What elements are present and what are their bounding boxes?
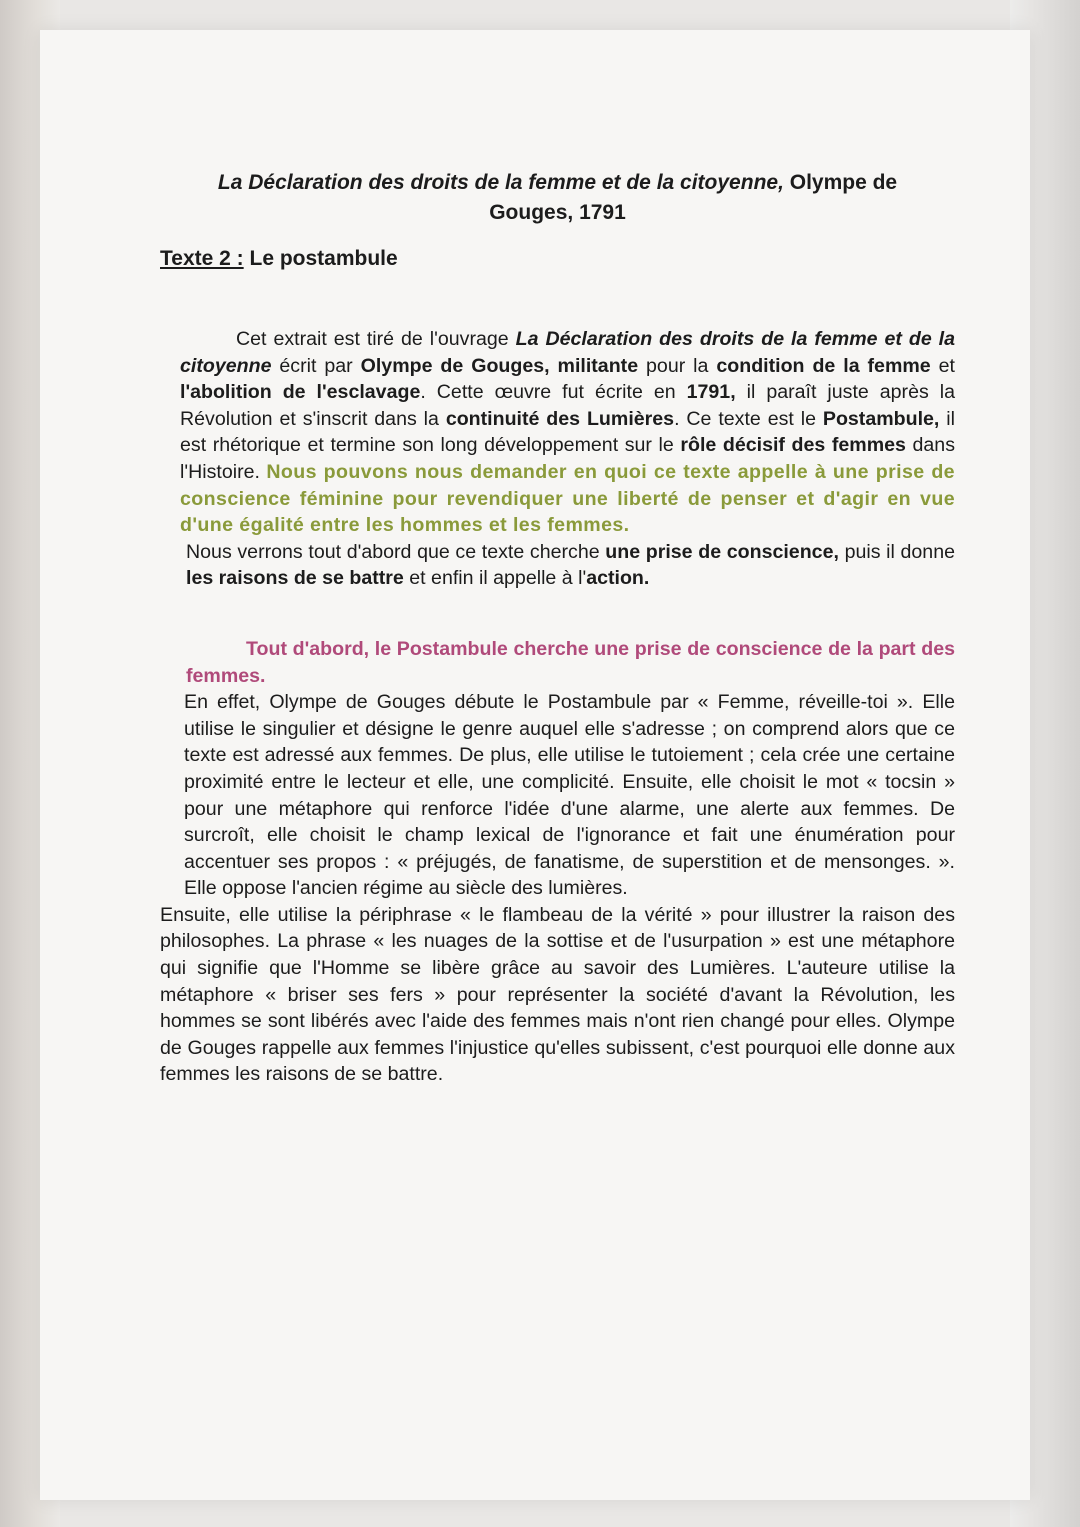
plan-text: puis il donne bbox=[838, 540, 955, 563]
title-author-start: Olympe de bbox=[783, 171, 898, 194]
plan-keyword: une prise de conscience, bbox=[605, 540, 839, 563]
part1-heading-text: Tout d'abord, le Postambule cherche une prise de conscience de la part des femmes. bbox=[186, 637, 955, 687]
intro-keyword: l'abolition de l'esclavage bbox=[180, 381, 421, 404]
plan-keyword: action. bbox=[586, 567, 650, 590]
intro-text: il est rhétorique et termine son long développement sur le bbox=[180, 407, 955, 457]
plan-keyword: les raisons de se battre bbox=[186, 567, 404, 590]
intro-text: pour la bbox=[638, 354, 717, 377]
title-author-end: Gouges, 1791 bbox=[489, 201, 626, 224]
intro-work-title: La Déclaration des droits de la femme et de la citoyenne bbox=[180, 328, 956, 377]
intro-text: . Ce texte est le bbox=[674, 407, 823, 430]
intro-year: 1791, bbox=[686, 381, 736, 404]
intro-keyword: condition de la femme bbox=[716, 354, 931, 377]
plan-paragraph bbox=[160, 539, 955, 592]
problematique: Nous pouvons nous demander en quoi ce texte appelle à une prise de conscience féminine pour revendiquer une liberté de penser et d'agir en vue d'une égalité entre les hommes et les femmes. bbox=[180, 460, 955, 537]
intro-text: Cet extrait est tiré de l'ouvrage bbox=[236, 328, 516, 350]
plan-text: Nous verrons tout d'abord que ce texte cherche bbox=[186, 540, 606, 563]
section-title bbox=[160, 244, 955, 274]
document-content bbox=[160, 168, 955, 1088]
intro-text: . Cette œuvre fut écrite en bbox=[420, 381, 687, 404]
section-label: Texte 2 : bbox=[160, 247, 244, 270]
part1-body: En effet, Olympe de Gouges débute le Postambule par « Femme, réveille-toi ». Elle utilise le singulier et désigne le genre auquel elle s'adresse ; on comprend alors que ce texte est adressé aux femmes. De plus, elle utilise le tutoiement ; cela crée une certaine proximité entre le lecteur et elle, une complicité. Ensuite, elle choisit le mot « tocsin » pour une métaphore qui renforce l'idée d'une alarme, une alerte aux femmes. De surcroît, elle choisit le champ lexical de l'ignorance et fait une énumération pour accentuer ses propos : « préjugés, de fanatisme, de superstition et de mensonges. ». Elle oppose l'ancien régime au siècle des lumières. bbox=[184, 691, 955, 900]
part1-heading bbox=[160, 636, 955, 689]
plan-text: et enfin il appelle à l' bbox=[403, 567, 587, 590]
intro-keyword: Postambule, bbox=[822, 407, 940, 430]
intro-text: et bbox=[930, 354, 955, 377]
intro-keyword: continuité des Lumières bbox=[445, 407, 675, 430]
part1-body-continued: Ensuite, elle utilise la périphrase « le flambeau de la vérité » pour illustrer la raison des philosophes. La phrase « les nuages de la sottise et de l'usurpation » est une métaphore qui signifie que l'Homme se libère grâce au savoir des Lumières. L'auteure utilise la métaphore « briser ses fers » pour représenter la société d'avant la Révolution, les hommes se sont libérés avec l'aide des femmes mais n'ont rien changé pour elles. Olympe de Gouges rappelle aux femmes l'injustice qu'elles subissent, c'est pourquoi elle donne aux femmes les raisons de se battre. bbox=[160, 903, 955, 1086]
intro-author: Olympe de Gouges, militante bbox=[360, 354, 639, 377]
intro-text: dans l'Histoire. bbox=[180, 434, 955, 483]
title-work-name: La Déclaration des droits de la femme et de la citoyenne, bbox=[217, 171, 784, 194]
section-name: Le postambule bbox=[243, 247, 398, 270]
document-title bbox=[160, 168, 955, 228]
intro-paragraph bbox=[160, 326, 955, 539]
intro-text: écrit par bbox=[271, 354, 361, 377]
intro-keyword: rôle décisif des femmes bbox=[680, 434, 906, 457]
intro-text: il paraît juste après la Révolution et s'inscrit dans la bbox=[180, 381, 956, 430]
